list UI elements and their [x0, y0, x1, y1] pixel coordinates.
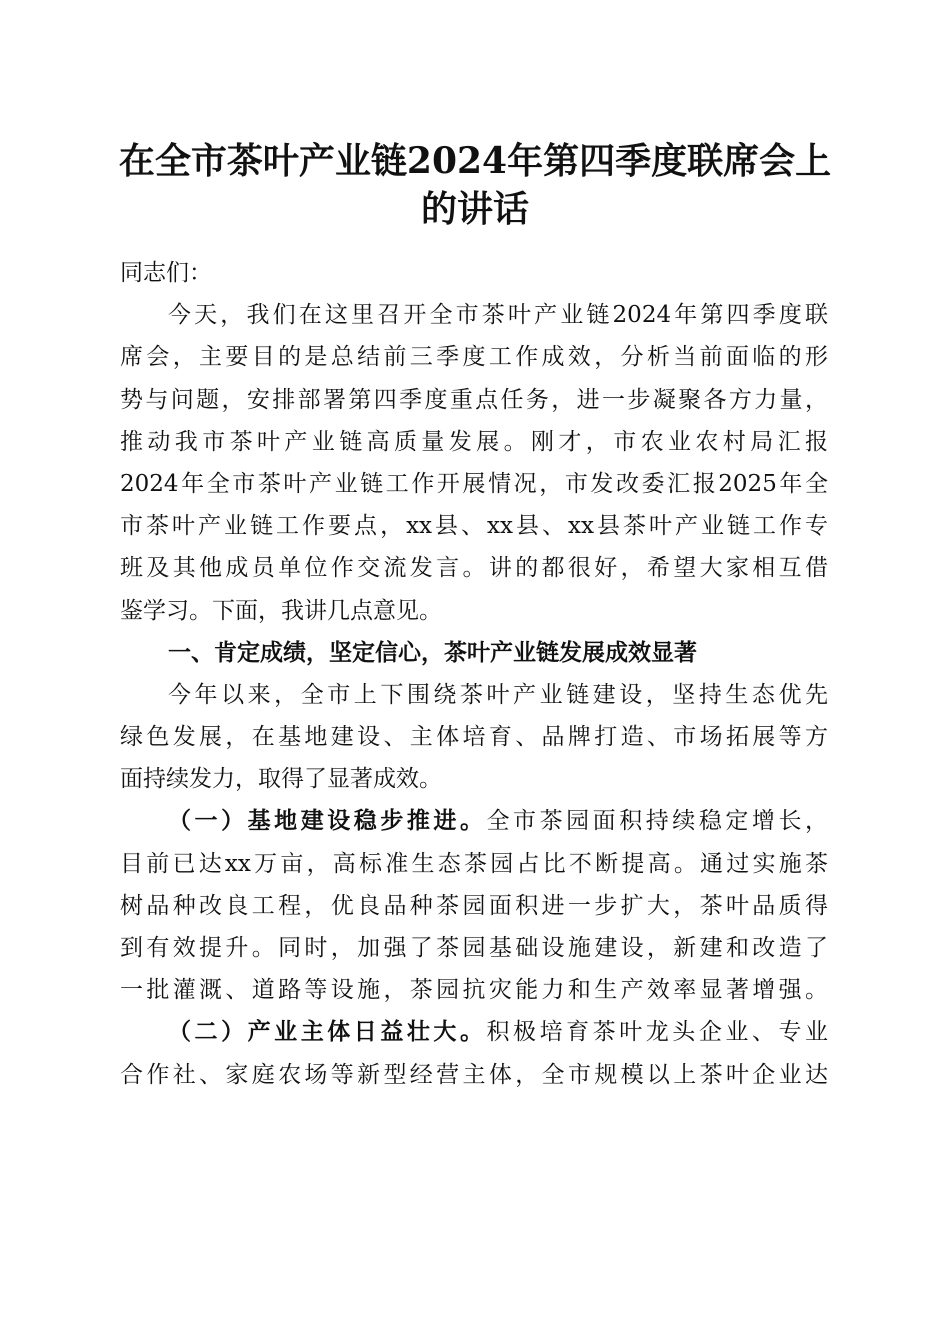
intro-line: 势与问题，安排部署第四季度重点任务，进一步凝聚各方力量， — [120, 386, 828, 413]
intro-line: 2024年全市茶叶产业链工作开展情况，市发改委汇报2025年全 — [120, 470, 828, 497]
subsection-first-line — [120, 800, 828, 842]
document-title — [100, 137, 850, 233]
intro-line: 班及其他成员单位作交流发言。讲的都很好，希望大家相互借 — [120, 555, 828, 582]
section-line: 绿色发展，在基地建设、主体培育、品牌打造、市场拓展等方 — [120, 724, 828, 751]
intro-line: 市茶叶产业链工作要点，xx县、xx县、xx县茶叶产业链工作专 — [120, 513, 828, 540]
subsection-line: 到有效提升。同时，加强了茶园基础设施建设，新建和改造了 — [120, 935, 828, 961]
document-body — [120, 252, 828, 1096]
section-line: 今年以来，全市上下围绕茶叶产业链建设，坚持生态优先 — [168, 681, 828, 708]
section-heading: 一、肯定成绩，坚定信心，茶叶产业链发展成效显著 — [168, 639, 697, 666]
title-line: 的讲话 — [420, 188, 529, 230]
intro-line: 鉴学习。下面，我讲几点意见。 — [120, 597, 442, 624]
section-line: 面持续发力，取得了显著成效。 — [120, 766, 442, 793]
intro-line: 推动我市茶叶产业链高质量发展。刚才，市农业农村局汇报 — [120, 428, 828, 455]
subsection-line: 目前已达xx万亩，高标准生态茶园占比不断提高。通过实施茶 — [120, 850, 828, 877]
salutation: 同志们： — [120, 260, 212, 286]
subsection-text: 积极培育茶叶龙头企业、专业 — [486, 1019, 829, 1046]
intro-line: 今天，我们在这里召开全市茶叶产业链2024年第四季度联 — [168, 302, 828, 329]
subsection-heading: （一）基地建设稳步推进。 — [168, 807, 487, 835]
intro-line: 席会，主要目的是总结前三季度工作成效，分析当前面临的形 — [120, 344, 828, 371]
subsection-line: 合作社、家庭农场等新型经营主体，全市规模以上茶叶企业达 — [120, 1061, 828, 1088]
title-line: 在全市茶叶产业链2024年第四季度联席会上 — [118, 140, 832, 182]
subsection-first-line — [120, 1011, 828, 1053]
subsection-heading: （二）产业主体日益壮大。 — [168, 1018, 487, 1046]
subsection-line: 树品种改良工程，优良品种茶园面积进一步扩大，茶叶品质得 — [120, 892, 828, 919]
subsection-line: 一批灌溉、道路等设施，茶园抗灾能力和生产效率显著增强。 — [120, 977, 828, 1004]
subsection-text: 全市茶园面积持续稳定增长， — [486, 808, 829, 835]
